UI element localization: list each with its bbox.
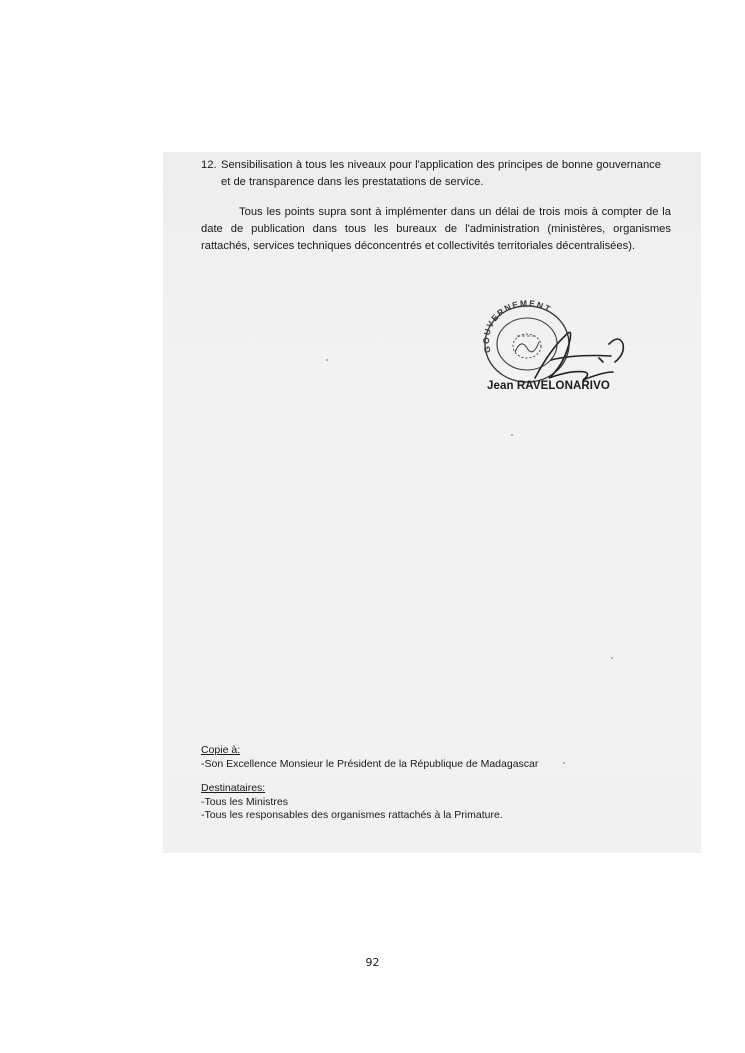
scan-speck	[511, 434, 513, 436]
destinataires-label-colon: :	[262, 782, 266, 794]
svg-text:GOUVERNEMENT	[481, 300, 553, 354]
scan-speck	[326, 359, 328, 361]
destinataire-item: -Tous les Ministres	[201, 796, 288, 808]
scan-speck	[611, 657, 613, 659]
item-12	[201, 157, 661, 191]
copy-recipient: -Son Excellence Monsieur le Président de la République de Madagascar	[201, 758, 539, 770]
signer-name: Jean RAVELONARIVO	[487, 380, 610, 392]
page-number: 92	[365, 956, 380, 969]
seal-lettering: GOUVERNEMENT	[481, 300, 554, 354]
scan-speck	[563, 762, 565, 764]
item-text: Sensibilisation à tous les niveaux pour l'application des principes de bonne gouvernance et de transparence dans les prestatations de service.	[221, 159, 661, 188]
deadline-paragraph: Tous les points supra sont à implémenter dans un délai de trois mois à compter de la date de publication dans tous les bureaux de l'administration (ministères, organismes rattachés, services techniques déconcentrés et collectivités territoriales décentralisées).	[201, 206, 671, 252]
destinataires-label-text: Destinataires	[201, 782, 263, 794]
destinataire-item: -Tous les responsables des organismes rattachés à la Primature.	[201, 809, 503, 821]
copy-label	[201, 744, 240, 756]
copy-label-colon: :	[237, 744, 241, 756]
scanned-page	[163, 152, 701, 853]
copy-label-text: Copie à	[201, 744, 238, 756]
item-number: 12.	[201, 159, 217, 171]
destinataires-label	[201, 782, 265, 794]
